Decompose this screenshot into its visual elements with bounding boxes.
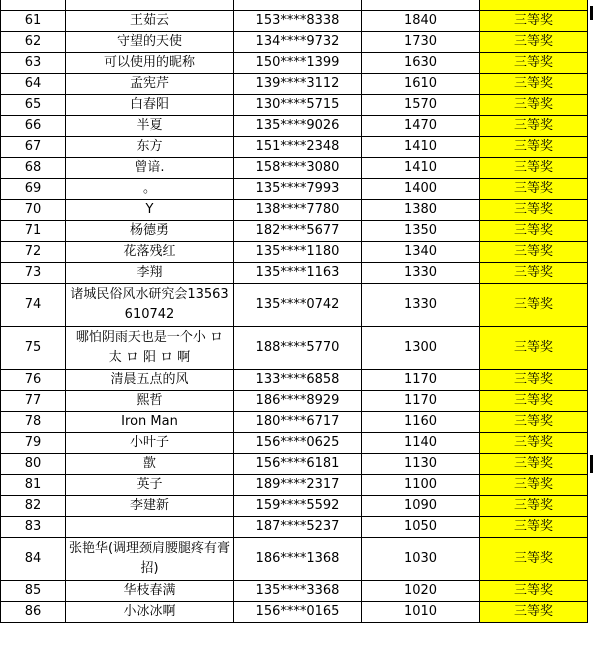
cell-score[interactable]: 1330 bbox=[362, 284, 480, 327]
cell-rank-number[interactable]: 79 bbox=[1, 433, 66, 454]
cell-rank-number[interactable]: 67 bbox=[1, 137, 66, 158]
cell-prize[interactable]: 三等奖 bbox=[480, 116, 588, 137]
cell-score[interactable]: 1140 bbox=[362, 433, 480, 454]
cell-nickname[interactable]: 李建新 bbox=[66, 496, 234, 517]
cell-score[interactable]: 1340 bbox=[362, 242, 480, 263]
cell-prize[interactable]: 三等奖 bbox=[480, 475, 588, 496]
cell-nickname[interactable]: 张艳华(调理颈肩腰腿疼有膏招) bbox=[66, 538, 234, 581]
cell-phone[interactable]: 189****2317 bbox=[234, 475, 362, 496]
cell-nickname[interactable]: 半夏 bbox=[66, 116, 234, 137]
cell-score[interactable]: 1380 bbox=[362, 200, 480, 221]
table-row bbox=[1, 11, 588, 32]
cell-score[interactable]: 1030 bbox=[362, 538, 480, 581]
table-row bbox=[1, 391, 588, 412]
cell-score[interactable]: 1410 bbox=[362, 158, 480, 179]
cell-nickname[interactable]: 华枝春满 bbox=[66, 581, 234, 602]
cell-nickname[interactable]: 李翔 bbox=[66, 263, 234, 284]
table-row bbox=[1, 74, 588, 95]
cell-rank-number[interactable]: 70 bbox=[1, 200, 66, 221]
cell-prize[interactable]: 三等奖 bbox=[480, 412, 588, 433]
cell-phone[interactable]: 135****1180 bbox=[234, 242, 362, 263]
cell-score[interactable]: 1470 bbox=[362, 116, 480, 137]
cell-nickname[interactable]: 东方 bbox=[66, 137, 234, 158]
table-row bbox=[1, 200, 588, 221]
cell-prize[interactable]: 三等奖 bbox=[480, 517, 588, 538]
cell-phone[interactable]: 186****8929 bbox=[234, 391, 362, 412]
table-row bbox=[1, 581, 588, 602]
table-row bbox=[1, 327, 588, 370]
table-row bbox=[1, 370, 588, 391]
cell-rank-number[interactable]: 63 bbox=[1, 53, 66, 74]
table-row bbox=[1, 158, 588, 179]
cell-score[interactable]: 1130 bbox=[362, 454, 480, 475]
cell-prize[interactable]: 三等奖 bbox=[480, 496, 588, 517]
cell-prize[interactable]: 三等奖 bbox=[480, 327, 588, 370]
cell-prize[interactable]: 三等奖 bbox=[480, 263, 588, 284]
cell-score[interactable]: 1330 bbox=[362, 263, 480, 284]
cell-rank-number[interactable]: 85 bbox=[1, 581, 66, 602]
cell-nickname[interactable]: 清晨五点的风 bbox=[66, 370, 234, 391]
cell-score[interactable]: 1020 bbox=[362, 581, 480, 602]
cell-nickname[interactable]: 诸城民俗风水研究会13563610742 bbox=[66, 284, 234, 327]
cell-prize[interactable]: 三等奖 bbox=[480, 200, 588, 221]
cell-phone[interactable]: 182****5677 bbox=[234, 221, 362, 242]
cell-prize[interactable]: 三等奖 bbox=[480, 221, 588, 242]
cell-rank-number[interactable]: 69 bbox=[1, 179, 66, 200]
cell-prize[interactable] bbox=[480, 0, 588, 11]
table-row bbox=[1, 221, 588, 242]
cell-rank-number[interactable]: 75 bbox=[1, 327, 66, 370]
cell-score[interactable]: 1170 bbox=[362, 391, 480, 412]
cell-prize[interactable]: 三等奖 bbox=[480, 391, 588, 412]
cell-phone[interactable]: 151****2348 bbox=[234, 137, 362, 158]
cell-nickname[interactable]: 守望的天使 bbox=[66, 32, 234, 53]
cell-rank-number[interactable]: 77 bbox=[1, 391, 66, 412]
cell-phone[interactable]: 153****8338 bbox=[234, 11, 362, 32]
cell-phone[interactable]: 130****5715 bbox=[234, 95, 362, 116]
cell-rank-number[interactable]: 86 bbox=[1, 602, 66, 623]
cell-score[interactable]: 1630 bbox=[362, 53, 480, 74]
cell-nickname[interactable]: Iron Man bbox=[66, 412, 234, 433]
cell-rank-number[interactable] bbox=[1, 0, 66, 11]
selection-edge-mark bbox=[590, 6, 593, 20]
cell-rank-number[interactable]: 71 bbox=[1, 221, 66, 242]
table-row bbox=[1, 137, 588, 158]
cell-prize[interactable]: 三等奖 bbox=[480, 137, 588, 158]
cell-nickname[interactable]: 小叶子 bbox=[66, 433, 234, 454]
cell-prize[interactable]: 三等奖 bbox=[480, 179, 588, 200]
table-row bbox=[1, 95, 588, 116]
cell-prize[interactable]: 三等奖 bbox=[480, 11, 588, 32]
cell-nickname[interactable]: 熙哲 bbox=[66, 391, 234, 412]
cell-nickname[interactable] bbox=[66, 517, 234, 538]
cell-score[interactable] bbox=[362, 0, 480, 11]
cell-nickname[interactable]: 杨德勇 bbox=[66, 221, 234, 242]
cell-phone[interactable]: 133****6858 bbox=[234, 370, 362, 391]
cell-prize[interactable]: 三等奖 bbox=[480, 74, 588, 95]
table-row bbox=[1, 412, 588, 433]
cell-score[interactable]: 1160 bbox=[362, 412, 480, 433]
table-row bbox=[1, 263, 588, 284]
cell-phone[interactable]: 156****0625 bbox=[234, 433, 362, 454]
cell-phone[interactable]: 135****3368 bbox=[234, 581, 362, 602]
cell-prize[interactable]: 三等奖 bbox=[480, 53, 588, 74]
cell-prize[interactable]: 三等奖 bbox=[480, 158, 588, 179]
cell-prize[interactable]: 三等奖 bbox=[480, 370, 588, 391]
cell-score[interactable]: 1100 bbox=[362, 475, 480, 496]
cell-rank-number[interactable]: 61 bbox=[1, 11, 66, 32]
cell-phone[interactable]: 186****1368 bbox=[234, 538, 362, 581]
cell-prize[interactable]: 三等奖 bbox=[480, 538, 588, 581]
cell-prize[interactable]: 三等奖 bbox=[480, 32, 588, 53]
cell-rank-number[interactable]: 66 bbox=[1, 116, 66, 137]
cell-nickname[interactable]: Y bbox=[66, 200, 234, 221]
cell-rank-number[interactable]: 76 bbox=[1, 370, 66, 391]
cell-phone[interactable]: 135****7993 bbox=[234, 179, 362, 200]
cell-rank-number[interactable]: 81 bbox=[1, 475, 66, 496]
cell-score[interactable]: 1010 bbox=[362, 602, 480, 623]
cell-score[interactable]: 1400 bbox=[362, 179, 480, 200]
selection-edge-mark bbox=[590, 455, 593, 473]
cell-score[interactable]: 1730 bbox=[362, 32, 480, 53]
cell-prize[interactable]: 三等奖 bbox=[480, 454, 588, 475]
cell-score[interactable]: 1840 bbox=[362, 11, 480, 32]
cell-rank-number[interactable]: 72 bbox=[1, 242, 66, 263]
cell-rank-number[interactable]: 74 bbox=[1, 284, 66, 327]
cell-nickname[interactable]: 小冰冰啊 bbox=[66, 602, 234, 623]
table-row bbox=[1, 602, 588, 623]
cell-phone[interactable]: 188****5770 bbox=[234, 327, 362, 370]
cell-phone[interactable]: 187****5237 bbox=[234, 517, 362, 538]
cell-phone[interactable]: 135****1163 bbox=[234, 263, 362, 284]
cell-score[interactable]: 1410 bbox=[362, 137, 480, 158]
cell-nickname[interactable]: 曾谙. bbox=[66, 158, 234, 179]
cell-phone[interactable]: 135****9026 bbox=[234, 116, 362, 137]
cell-rank-number[interactable]: 82 bbox=[1, 496, 66, 517]
cell-phone[interactable] bbox=[234, 0, 362, 11]
cell-score[interactable]: 1350 bbox=[362, 221, 480, 242]
cell-rank-number[interactable]: 84 bbox=[1, 538, 66, 581]
cell-score[interactable]: 1090 bbox=[362, 496, 480, 517]
table-row bbox=[1, 517, 588, 538]
cell-score[interactable]: 1170 bbox=[362, 370, 480, 391]
cell-rank-number[interactable]: 64 bbox=[1, 74, 66, 95]
table-row bbox=[1, 179, 588, 200]
cell-prize[interactable]: 三等奖 bbox=[480, 602, 588, 623]
table-row bbox=[1, 116, 588, 137]
cell-rank-number[interactable]: 65 bbox=[1, 95, 66, 116]
cell-rank-number[interactable]: 83 bbox=[1, 517, 66, 538]
table-row bbox=[1, 454, 588, 475]
cell-score[interactable]: 1570 bbox=[362, 95, 480, 116]
cell-phone[interactable]: 138****7780 bbox=[234, 200, 362, 221]
cell-phone[interactable]: 139****3112 bbox=[234, 74, 362, 95]
table-row bbox=[1, 242, 588, 263]
cell-prize[interactable]: 三等奖 bbox=[480, 284, 588, 327]
cell-nickname[interactable]: 。 bbox=[66, 179, 234, 200]
cell-prize[interactable]: 三等奖 bbox=[480, 95, 588, 116]
cell-rank-number[interactable]: 62 bbox=[1, 32, 66, 53]
ranking-table-body bbox=[1, 0, 588, 623]
cell-prize[interactable]: 三等奖 bbox=[480, 242, 588, 263]
cell-score[interactable]: 1610 bbox=[362, 74, 480, 95]
cell-nickname[interactable]: 白春阳 bbox=[66, 95, 234, 116]
cell-nickname[interactable] bbox=[66, 0, 234, 11]
cell-phone[interactable]: 156****0165 bbox=[234, 602, 362, 623]
cell-nickname[interactable]: 可以使用的昵称 bbox=[66, 53, 234, 74]
cell-score[interactable]: 1300 bbox=[362, 327, 480, 370]
cell-nickname[interactable]: 英子 bbox=[66, 475, 234, 496]
cell-score[interactable]: 1050 bbox=[362, 517, 480, 538]
cell-phone[interactable]: 156****6181 bbox=[234, 454, 362, 475]
cell-phone[interactable]: 159****5592 bbox=[234, 496, 362, 517]
cell-phone[interactable]: 135****0742 bbox=[234, 284, 362, 327]
table-row-partial bbox=[1, 0, 588, 11]
cell-rank-number[interactable]: 80 bbox=[1, 454, 66, 475]
table-row bbox=[1, 433, 588, 454]
cell-nickname[interactable]: 歖 bbox=[66, 454, 234, 475]
table-row bbox=[1, 538, 588, 581]
cell-phone[interactable]: 180****6717 bbox=[234, 412, 362, 433]
cell-nickname[interactable]: 孟宪芹 bbox=[66, 74, 234, 95]
cell-phone[interactable]: 150****1399 bbox=[234, 53, 362, 74]
cell-nickname[interactable]: 哪怕阴雨天也是一个小 ロ 太 ロ 阳 ロ 啊 bbox=[66, 327, 234, 370]
cell-rank-number[interactable]: 73 bbox=[1, 263, 66, 284]
cell-phone[interactable]: 158****3080 bbox=[234, 158, 362, 179]
cell-nickname[interactable]: 王茹云 bbox=[66, 11, 234, 32]
cell-rank-number[interactable]: 78 bbox=[1, 412, 66, 433]
cell-nickname[interactable]: 花落残红 bbox=[66, 242, 234, 263]
table-row bbox=[1, 32, 588, 53]
cell-phone[interactable]: 134****9732 bbox=[234, 32, 362, 53]
table-row bbox=[1, 284, 588, 327]
cell-prize[interactable]: 三等奖 bbox=[480, 581, 588, 602]
table-row bbox=[1, 496, 588, 517]
table-row bbox=[1, 475, 588, 496]
cell-rank-number[interactable]: 68 bbox=[1, 158, 66, 179]
cell-prize[interactable]: 三等奖 bbox=[480, 433, 588, 454]
table-row bbox=[1, 53, 588, 74]
